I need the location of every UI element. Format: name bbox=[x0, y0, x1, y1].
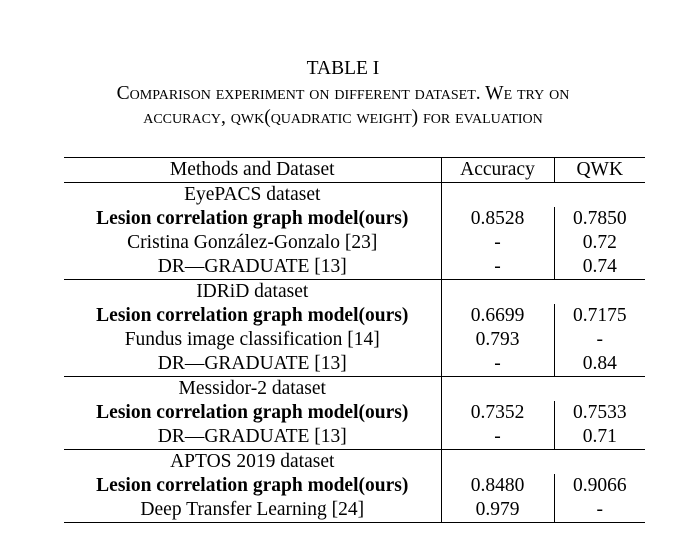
method-cell: DR—GRADUATE [13] bbox=[64, 352, 441, 377]
qwk-cell: - bbox=[596, 329, 603, 350]
accuracy-cell: 0.979 bbox=[441, 498, 554, 523]
method-cell: DR—GRADUATE [13] bbox=[64, 425, 441, 450]
table-row bbox=[64, 304, 645, 328]
table-row bbox=[64, 255, 645, 280]
dataset-label: IDRiD dataset bbox=[64, 280, 441, 305]
accuracy-cell: 0.8528 bbox=[441, 207, 554, 231]
accuracy-cell: - bbox=[441, 231, 554, 255]
dataset-label: Messidor-2 dataset bbox=[64, 377, 441, 402]
accuracy-cell: 0.7352 bbox=[441, 401, 554, 425]
method-cell: Lesion correlation graph model(ours) bbox=[64, 401, 441, 425]
table-row bbox=[64, 401, 645, 425]
dataset-row bbox=[64, 183, 645, 208]
qwk-cell: 0.7850 bbox=[572, 208, 627, 229]
qwk-cell: 0.7175 bbox=[572, 305, 627, 326]
dataset-row bbox=[64, 377, 645, 402]
accuracy-cell: - bbox=[441, 425, 554, 450]
dataset-label: EyePACS dataset bbox=[64, 183, 441, 208]
accuracy-cell: 0.8480 bbox=[441, 474, 554, 498]
qwk-cell: 0.7533 bbox=[572, 402, 627, 423]
table-row bbox=[64, 498, 645, 523]
dataset-label: APTOS 2019 dataset bbox=[64, 450, 441, 475]
method-cell: Lesion correlation graph model(ours) bbox=[64, 474, 441, 498]
dataset-row bbox=[64, 280, 645, 305]
accuracy-cell: - bbox=[441, 255, 554, 280]
header-accuracy: Accuracy bbox=[441, 158, 554, 183]
accuracy-cell: - bbox=[441, 352, 554, 377]
accuracy-cell: 0.793 bbox=[441, 328, 554, 352]
caption-line-1: Comparison experiment on different dataset. We try on bbox=[116, 83, 570, 104]
table-row bbox=[64, 231, 645, 255]
qwk-cell: - bbox=[554, 498, 645, 523]
header-qwk: QWK bbox=[554, 158, 645, 183]
qwk-cell: 0.74 bbox=[554, 255, 645, 280]
table-row bbox=[64, 425, 645, 450]
qwk-cell: 0.72 bbox=[582, 232, 617, 253]
table-row bbox=[64, 207, 645, 231]
method-cell: Deep Transfer Learning [24] bbox=[64, 498, 441, 523]
table-caption bbox=[0, 57, 686, 130]
qwk-cell: 0.71 bbox=[554, 425, 645, 450]
method-cell: Lesion correlation graph model(ours) bbox=[64, 207, 441, 231]
header-row bbox=[64, 158, 645, 183]
qwk-cell: 0.84 bbox=[554, 352, 645, 377]
table-row bbox=[64, 352, 645, 377]
method-cell: Lesion correlation graph model(ours) bbox=[64, 304, 441, 328]
table-row bbox=[64, 474, 645, 498]
header-methods: Methods and Dataset bbox=[64, 158, 441, 183]
accuracy-cell: 0.6699 bbox=[441, 304, 554, 328]
qwk-cell: 0.9066 bbox=[572, 475, 627, 496]
dataset-row bbox=[64, 450, 645, 475]
method-cell: Cristina González-Gonzalo [23] bbox=[64, 231, 441, 255]
method-cell: DR—GRADUATE [13] bbox=[64, 255, 441, 280]
table-title: TABLE I bbox=[306, 58, 380, 79]
method-cell: Fundus image classification [14] bbox=[64, 328, 441, 352]
comparison-table bbox=[64, 157, 645, 523]
table-row bbox=[64, 328, 645, 352]
caption-line-2: accuracy, qwk(quadratic weight) for evaluation bbox=[143, 107, 543, 128]
